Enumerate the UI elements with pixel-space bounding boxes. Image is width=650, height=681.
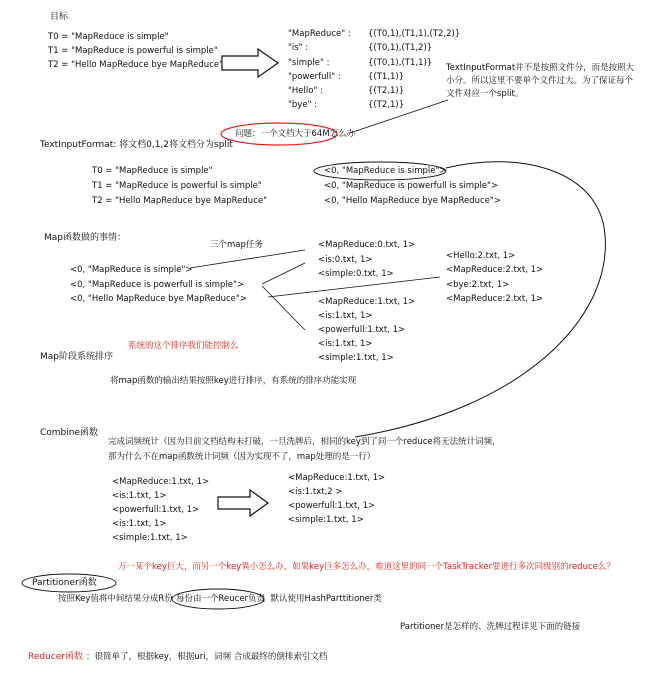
index-word-2: "simple" :: [288, 58, 330, 68]
index-word-3: "powerfull" :: [288, 72, 341, 82]
map-out2-1: <MapReduce:2.txt, 1>: [446, 265, 544, 275]
combine-before-4: <simple:1.txt, 1>: [112, 533, 188, 543]
map-out0-0: <MapReduce:0.txt, 1>: [318, 240, 416, 250]
split-size-note: TextInputFormat并不是按照文件分，而是按照大小分。所以这里不要单个文件过大。为了保证每个文件对应一个split。: [446, 63, 635, 99]
combine-after-0: <MapReduce:1.txt, 1>: [288, 473, 386, 483]
large-doc-question: 问题：一个文档大于64M怎么办: [235, 129, 356, 139]
map-line-0: [190, 250, 305, 268]
reducer-desc: ：很简单了，根据key，根据uri，词频 合成最终的倒排索引文档: [86, 652, 328, 662]
map-out1-4: <simple:1.txt, 1>: [318, 353, 394, 363]
map-input-0: <0, "MapReduce is simple">: [70, 265, 193, 275]
map-line-2: [268, 277, 440, 297]
combine-heading: Combine函数: [40, 428, 99, 438]
partitioner-heading: Partitioner函数: [32, 578, 97, 588]
map-input-2: <0, "Hello MapReduce bye MapReduce">: [70, 294, 247, 304]
map-out1-0: <MapReduce:1.txt, 1>: [318, 297, 416, 307]
index-word-4: "Hello" :: [288, 86, 323, 96]
index-postings-4: {(T2,1)}: [368, 86, 405, 96]
combine-desc-2: 那为什么不在map函数统计词频（因为实现不了，map处理的是一行）: [108, 452, 376, 462]
index-postings-3: {(T1,1)}: [368, 72, 405, 82]
map-out0-2: <simple:0.txt, 1>: [318, 269, 394, 279]
index-postings-5: {(T2,1)}: [368, 100, 405, 110]
map-out0-1: <is:0.txt, 1>: [318, 255, 373, 265]
combine-after-3: <simple:1.txt, 1>: [288, 515, 364, 525]
index-word-0: "MapReduce" :: [288, 29, 351, 39]
split-pair-2: <0, "Hello MapReduce bye MapReduce">: [324, 196, 501, 206]
index-word-5: "bye" :: [288, 100, 318, 110]
combine-after-1: <is:1.txt,2 >: [288, 487, 343, 497]
hollow-arrow-top: [222, 49, 278, 77]
combine-before-1: <is:1.txt, 1>: [112, 491, 167, 501]
partitioner-link-note: Partitioner是怎样的、洗牌过程详见下面的链接: [400, 622, 581, 632]
map-line-1a: [262, 263, 305, 284]
map-line-1b: [262, 286, 305, 330]
split-heading: TextInputFormat: 将文档0,1,2将文档分为split: [40, 140, 233, 150]
partitioner-desc-b: 。默认使用HashParttitioner类: [262, 594, 382, 604]
combine-after-2: <powerfull:1.txt, 1>: [288, 501, 376, 511]
goal-input-t0: T0 = "MapReduce is simple": [48, 32, 169, 42]
partitioner-desc-circled: 每份由一个Reucer负责: [176, 594, 266, 604]
index-word-1: "is" :: [288, 43, 309, 53]
split-doc-t0: T0 = "MapReduce is simple": [92, 166, 213, 176]
map-heading: Map函数做的事情：: [44, 233, 126, 243]
map-sort-heading: Map阶段系统排序: [40, 352, 113, 362]
split-pair-1: <0, "MapReduce is powerfull is simple">: [324, 181, 499, 191]
index-postings-0: {(T0,1),(T1,1),(T2,2)}: [368, 29, 461, 39]
map-sort-desc: 将map函数的输出结果按照key进行排序，有系统的排序功能实现: [110, 376, 357, 386]
hollow-arrow-combine: [218, 490, 268, 516]
partitioner-desc-a: 按照Key值将中间结果分成R份: [58, 594, 173, 604]
index-postings-2: {(T0,1),(T1,1)}: [368, 58, 433, 68]
map-out2-3: <MapReduce:2.txt, 1>: [446, 294, 544, 304]
index-postings-1: {(T0,1),(T1,2)}: [368, 43, 433, 53]
combine-before-3: <is:1.txt, 1>: [112, 519, 167, 529]
combine-desc-1: 完成词频统计（因为目前文档结构未打破，一旦洗牌后，相同的key到了同一个reduce将无法统计词频，: [108, 437, 501, 447]
map-out2-0: <Hello:2.txt, 1>: [446, 251, 516, 261]
map-out1-3: <is:1.txt, 1>: [318, 339, 373, 349]
map-out1-1: <is:1.txt, 1>: [318, 311, 373, 321]
sort-control-question: 系统的这个排序我们能控制么: [128, 341, 239, 351]
goal-heading: 目标: [50, 12, 69, 22]
split-pair-0: <0, "MapReduce is simple">: [324, 166, 447, 176]
split-doc-t2: T2 = "Hello MapReduce bye MapReduce": [92, 196, 268, 206]
combine-red-question: 万一某个key巨大，而另一个key異小怎么办，如果key巨多怎么办，难道这里的同一个TaskTracker要进行多次同级别的reduce么？: [118, 562, 615, 572]
map-input-1: <0, "MapReduce is powerfull is simple">: [70, 280, 245, 290]
goal-input-t2: T2 = "Hello MapReduce bye MapReduce": [48, 60, 224, 70]
reducer-heading: Reducer函数: [28, 652, 83, 662]
split-doc-t1: T1 = "MapReduce is powerful is simple": [92, 181, 262, 191]
map-out2-2: <bye:2.txt, 1>: [446, 280, 510, 290]
map-task-label: 三个map任务: [210, 240, 263, 250]
goal-input-t1: T1 = "MapReduce is powerful is simple": [48, 46, 218, 56]
combine-before-0: <MapReduce:1.txt, 1>: [112, 477, 210, 487]
map-out1-2: <powerfull:1.txt, 1>: [318, 325, 406, 335]
combine-before-2: <powerfull:1.txt, 1>: [112, 505, 200, 515]
